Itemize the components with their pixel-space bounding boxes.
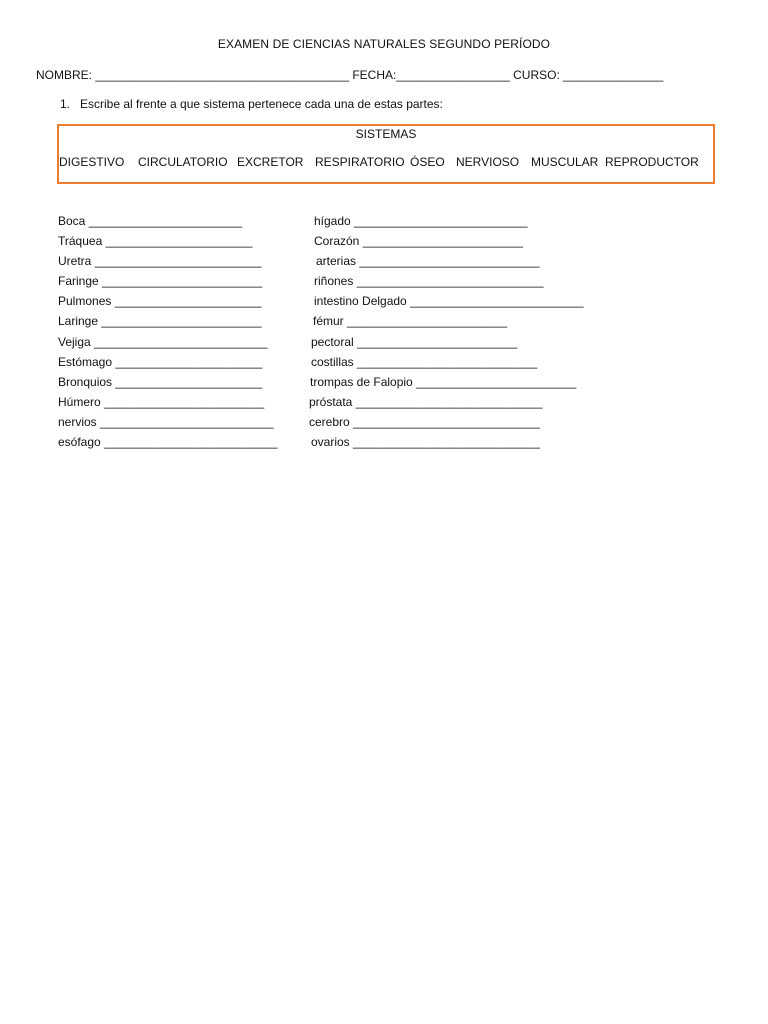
part-row-intestino-delgado (0, 292, 584, 312)
part-label: fémur (313, 314, 344, 329)
answer-blank[interactable]: __________________________ (410, 294, 584, 309)
answer-blank[interactable]: ____________________________ (353, 435, 540, 450)
part-row-rinones (0, 272, 584, 292)
system-digestivo: DIGESTIVO (59, 155, 125, 169)
part-label: Boca (58, 214, 86, 228)
answer-blank[interactable]: __________________________ (100, 414, 274, 429)
answer-blank[interactable]: ________________________ (104, 394, 265, 409)
curso-label: CURSO: (513, 68, 560, 82)
part-row-trompas-de-falopio (0, 373, 584, 393)
part-row-femur (0, 312, 584, 332)
question-number: 1. (60, 97, 71, 111)
part-label: nervios (58, 414, 97, 429)
part-label: cerebro (309, 414, 350, 429)
fecha-field[interactable]: _________________ (396, 68, 510, 82)
student-info-line (36, 68, 663, 82)
systems-box (57, 124, 715, 184)
answer-blank[interactable]: ____________________________ (353, 414, 540, 429)
page-title: EXAMEN DE CIENCIAS NATURALES SEGUNDO PERÍODO (217, 37, 551, 51)
answer-blank[interactable]: ________________________ (416, 374, 577, 389)
part-row-arterias (0, 252, 584, 272)
fecha-label: FECHA: (352, 68, 397, 82)
part-label: Uretra (58, 254, 92, 269)
system-muscular: MUSCULAR (531, 155, 599, 169)
part-label: costillas (311, 354, 354, 369)
answer-blank[interactable]: ________________________ (101, 314, 262, 329)
answer-blank[interactable]: ______________________ (105, 234, 253, 249)
system-nervioso: NERVIOSO (456, 155, 520, 169)
curso-field[interactable]: _______________ (563, 68, 664, 82)
part-label: arterias (316, 254, 357, 269)
part-label: próstata (309, 394, 353, 409)
answer-blank[interactable]: ___________________________ (357, 354, 538, 369)
system-oseo: ÓSEO (410, 155, 445, 169)
system-excretor: EXCRETOR (237, 155, 304, 169)
part-label: Corazón (314, 234, 360, 249)
part-label: Estómago (58, 354, 113, 369)
question-text: Escribe al frente a que sistema pertenece cada una de estas partes: (80, 97, 443, 111)
answer-blank[interactable]: ______________________ (115, 374, 263, 389)
part-label: pectoral (311, 334, 354, 349)
nombre-label: NOMBRE: (36, 68, 93, 82)
answer-blank[interactable]: ________________________ (102, 274, 263, 289)
part-label: Faringe (58, 274, 99, 289)
answer-blank[interactable]: ________________________ (347, 314, 508, 329)
question-1 (60, 97, 443, 111)
answer-blank[interactable]: __________________________ (94, 334, 268, 349)
part-label: riñones (314, 274, 354, 289)
part-label: esófago (58, 435, 101, 450)
part-label: Tráquea (58, 234, 103, 249)
system-respiratorio: RESPIRATORIO (315, 155, 405, 169)
answer-blank[interactable]: ________________________ (362, 234, 523, 249)
part-label: intestino Delgado (314, 294, 407, 309)
answer-blank[interactable]: _______________________ (88, 214, 243, 228)
part-label: Vejiga (58, 334, 91, 349)
answer-blank[interactable]: ______________________ (115, 354, 263, 369)
parts-list-right (0, 212, 584, 453)
part-label: Pulmones (58, 294, 112, 309)
part-row-pectoral (0, 333, 584, 353)
system-circulatorio: CIRCULATORIO (138, 155, 228, 169)
part-label: ovarios (311, 435, 350, 450)
answer-blank[interactable]: ____________________________ (355, 394, 543, 409)
answer-blank[interactable]: ________________________ (357, 334, 518, 349)
part-row-higado (0, 212, 584, 232)
system-reproductor: REPRODUCTOR (605, 155, 699, 169)
nombre-field[interactable]: ______________________________________ (95, 68, 349, 82)
part-label: Húmero (58, 394, 101, 409)
part-row-cerebro (0, 413, 584, 433)
part-label: Bronquios (58, 374, 113, 389)
answer-blank[interactable]: _________________________ (94, 254, 262, 269)
part-row-corazon (0, 232, 584, 252)
part-label: trompas de Falopio (310, 374, 413, 389)
part-label: hígado (314, 214, 351, 228)
part-label: Laringe (58, 314, 99, 329)
systems-heading: SISTEMAS (355, 127, 417, 141)
answer-blank[interactable]: ______________________ (114, 294, 262, 309)
answer-blank[interactable]: __________________________ (354, 214, 528, 228)
answer-blank[interactable]: ____________________________ (356, 274, 544, 289)
part-row-prostata (0, 393, 584, 413)
part-row-ovarios (0, 433, 584, 453)
part-row-costillas (0, 353, 584, 373)
answer-blank[interactable]: __________________________ (104, 435, 278, 450)
answer-blank[interactable]: ___________________________ (359, 254, 540, 269)
